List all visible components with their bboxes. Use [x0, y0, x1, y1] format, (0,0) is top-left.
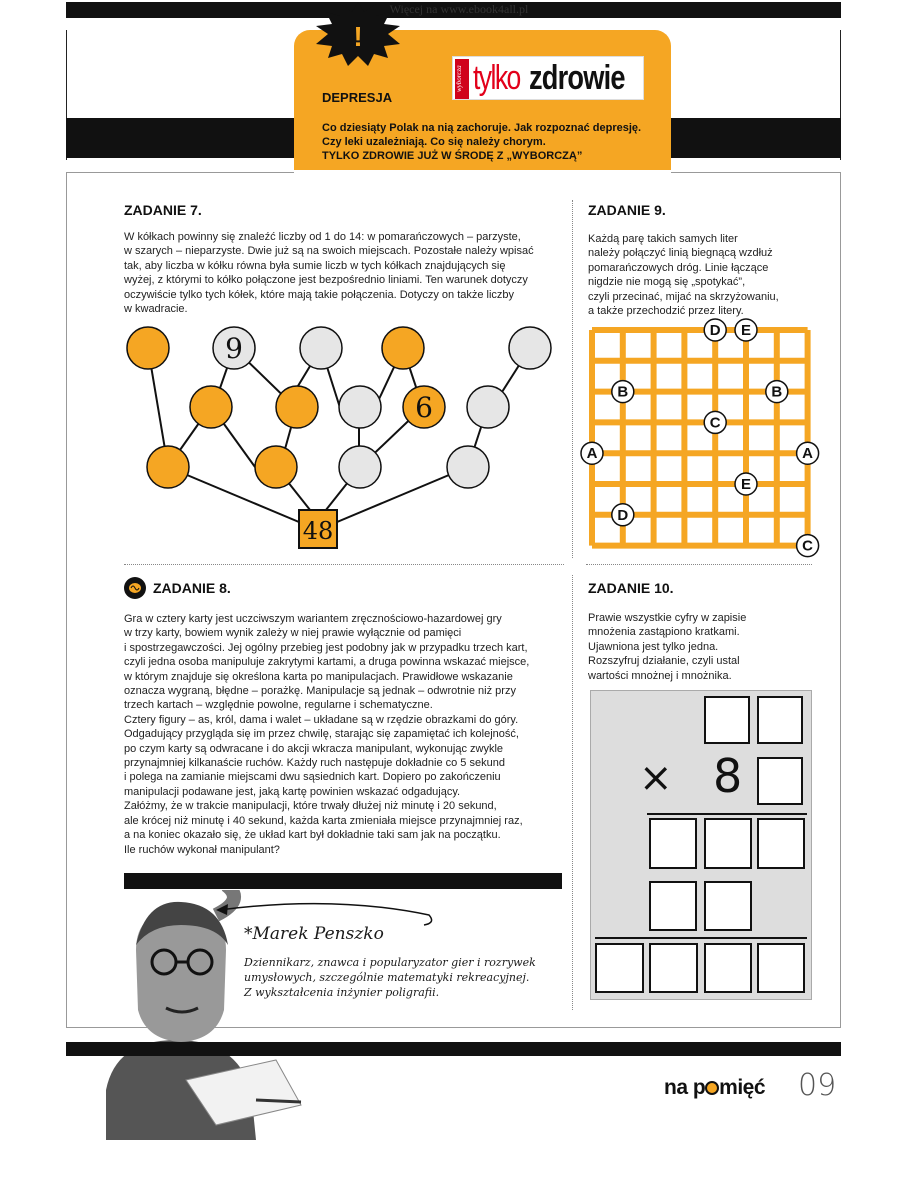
zadanie-9-text: [588, 232, 813, 318]
watermark-text: Więcej na www.ebook4all.pl: [389, 2, 529, 16]
text-line: Rozszyfruj działanie, czyli ustal: [588, 655, 740, 668]
digit-box: [757, 757, 803, 805]
text-line: Ile ruchów wykonał manipulant?: [124, 843, 280, 856]
digit-box: [704, 943, 752, 993]
zadanie-9-title: ZADANIE 9.: [588, 202, 666, 218]
zadanie-7-title: ZADANIE 7.: [124, 202, 202, 218]
node-even: [147, 446, 189, 488]
section-divider: [124, 564, 564, 565]
text-line: Załóżmy, że w trakcie manipulacji, które trwały dłużej niż minutę i 20 sekund,: [124, 800, 497, 813]
bio-line: Z wykształcenia inżynier poligrafii.: [244, 986, 440, 999]
letter-label: D: [617, 506, 629, 524]
column-divider: [572, 200, 573, 558]
frame-line: [671, 172, 841, 173]
logo-part-1: tylko: [473, 59, 520, 97]
text-line: oznacza wygraną, błędne – porażkę. Manipulacje są jednak – odwrotnie niż przy: [124, 685, 516, 698]
letter-label: C: [802, 537, 814, 555]
node-even: [276, 386, 318, 428]
node-odd: [467, 386, 509, 428]
multiplication-panel: [590, 690, 812, 1000]
node-even: [382, 327, 424, 369]
text-line: w trzy karty, bowiem wynik zależy w niej prawie wyłącznie od pamięci: [124, 627, 462, 640]
text-line: Gra w cztery karty jest uczciwszym wariantem zręcznościowo-hazardowej gry: [124, 613, 502, 625]
text-line: po czym karty są odwracane i do akcji wkracza manipulant, wykonując zwykle: [124, 742, 504, 755]
text-line: przynajmniej kilkanaście ruchów. Każdy ruch następuje dokładnie co 5 sekund: [124, 757, 505, 770]
grid-letter: [797, 535, 819, 557]
zadanie-8-text: [124, 612, 569, 857]
ad-line: Co dziesiąty Polak na nią zachoruje. Jak rozpoznać depresję.: [322, 122, 642, 134]
grid-letter: [797, 442, 819, 464]
brain-dot-icon: [705, 1081, 719, 1095]
tree-lines: [148, 348, 530, 530]
bottom-black-bar: [66, 1042, 841, 1056]
wyborcza-logo-strip: wyborcza: [455, 59, 469, 99]
text-line: w którym znajduje się określona karta po manipulacjach. Prawidłowe wskazanie: [124, 670, 513, 683]
square-value: 48: [302, 517, 334, 545]
grid-letters: [581, 319, 819, 557]
letter-label: B: [617, 383, 629, 401]
grid-letter: [704, 411, 726, 433]
text-line: trzech kartach – względnie powolne, regularne i schematyczne.: [124, 699, 433, 712]
node-even: [190, 386, 232, 428]
badge-mark: !: [353, 21, 363, 52]
digit-box: [757, 943, 805, 993]
text-line: tak, aby liczba w kółku równa była sumie liczb w tych kółkach znajdujących się: [124, 259, 506, 272]
brain-icon: [124, 577, 146, 599]
grid-letter: [735, 473, 757, 495]
text-line: W kółkach powinny się znaleźć liczby od 1 do 14: w pomarańczowych – parzyste,: [124, 231, 521, 243]
node-odd: [300, 327, 342, 369]
result-line: [647, 813, 807, 815]
frame-line: [66, 172, 294, 173]
digit-box: [649, 818, 697, 869]
exclamation-badge-icon: [308, 2, 408, 66]
brand-text: na p: [664, 1076, 706, 1099]
digit-box: [704, 881, 752, 931]
node-even: [127, 327, 169, 369]
sum-line: [595, 937, 807, 939]
text-line: czyli jedna osoba manipuluje zakrytymi kartami, a druga powinna wskazać miejsce,: [124, 656, 530, 669]
text-line: ale krócej niż minutę i 40 sekund, każda karta zmieniała miejsce przynajmniej raz,: [124, 814, 523, 827]
grid-letter: [581, 442, 603, 464]
author-pen: [256, 1100, 301, 1102]
text-line: i polega na zamianie miejscami dwu sąsiednich kart. Dopiero po zakończeniu: [124, 771, 501, 784]
letter-label: B: [771, 383, 783, 401]
text-line: czyli przecinać, mijać na skrzyżowaniu,: [588, 290, 779, 303]
ad-line: TYLKO ZDROWIE JUŻ W ŚRODĘ Z „WYBORCZĄ”: [322, 150, 583, 162]
digit-box: [757, 696, 803, 744]
zadanie-10-text: [588, 611, 813, 683]
column-divider: [572, 575, 573, 1010]
grid-letter: [612, 504, 634, 526]
author-name: *Marek Penszko: [244, 924, 384, 944]
zadanie-10-title: ZADANIE 10.: [588, 580, 674, 596]
node-even: [255, 446, 297, 488]
text-line: należy połączyć linią biegnącą wzdłuż: [588, 247, 773, 260]
letter-label: E: [740, 322, 752, 339]
logo-part-2: zdrowie: [529, 59, 625, 97]
signature-bar: [124, 873, 562, 889]
text-line: a także przechodzić przez litery.: [588, 305, 744, 318]
letter-label: E: [740, 476, 752, 493]
tylko-zdrowie-logo: [452, 56, 644, 100]
brand-text: mięć: [719, 1076, 766, 1099]
number-tree-puzzle: [110, 320, 570, 555]
text-line: a na koniec okazało się, że układ kart był dokładnie taki sam jak na początku.: [124, 829, 501, 842]
letter-label: C: [709, 414, 721, 432]
digit-box: [704, 696, 750, 744]
text-line: Odgadujący przygląda się im przez chwilę, starając się zapamiętać ich kolejność,: [124, 728, 519, 741]
digit-box: [649, 943, 698, 993]
node-odd: [339, 446, 381, 488]
digit-box: [595, 943, 644, 993]
revealed-digit: 8: [713, 749, 743, 803]
magazine-brand: [664, 1076, 765, 1100]
text-line: nigdzie nie mogą się „spotykać”,: [588, 276, 746, 289]
digit-box: [649, 881, 697, 931]
author-bio: [244, 955, 544, 1000]
letter-label: A: [802, 445, 814, 463]
text-line: w szarych – nieparzyste. Dwie już są na swoich miejscach. Pozostałe należy wpisać: [124, 245, 534, 258]
times-sign: ×: [639, 755, 673, 801]
grid-letter: [612, 381, 634, 403]
ad-title: DEPRESJA: [322, 90, 393, 105]
text-line: Ujawniona jest tylko jedna.: [588, 640, 719, 653]
digit-box: [757, 818, 805, 869]
given-six: 6: [415, 391, 433, 424]
digit-box: [704, 818, 752, 869]
section-divider: [586, 564, 812, 565]
text-line: manipulacji podawane jest, jaką kartę powinien wskazać odgadujący.: [124, 785, 461, 798]
grid-letter: [704, 319, 726, 341]
text-line: wartości mnożnej i mnożnika.: [588, 669, 732, 682]
page-number: 09: [798, 1068, 837, 1103]
letter-path-grid: [576, 316, 826, 561]
grid-letter: [735, 319, 757, 341]
text-line: pomarańczowych dróg. Linie łączące: [588, 261, 769, 274]
given-nine: 9: [225, 332, 243, 365]
zadanie-7-text: [124, 230, 564, 316]
tree-nodes: [127, 327, 551, 548]
letter-label: D: [709, 322, 721, 339]
text-line: Prawie wszystkie cyfry w zapisie: [588, 612, 747, 624]
bio-line: Dziennikarz, znawca i popularyzator gier i rozrywek: [244, 956, 536, 969]
grid-letter: [766, 381, 788, 403]
text-line: Każdą parę takich samych liter: [588, 233, 738, 245]
zadanie-8-title: ZADANIE 8.: [153, 580, 231, 596]
text-line: oczywiście tylko tych kółek, które mają takie połączenia. Dotyczy on także liczby: [124, 288, 515, 301]
text-line: i spostrzegawczości. Jej ogólny przebieg jest podobny jak w przypadku trzech kart,: [124, 641, 528, 654]
text-line: Cztery figury – as, król, dama i walet – układane są w rzędzie obrazkami do góry.: [124, 713, 519, 726]
text-line: w kwadracie.: [124, 303, 188, 316]
text-line: mnożenia zastąpiono kratkami.: [588, 626, 740, 639]
ad-line: Czy leki uzależniają. Co się należy chorym.: [322, 136, 546, 148]
bio-line: umysłowych, szczególnie matematyki rekreacyjnej.: [244, 971, 530, 984]
letter-label: A: [586, 445, 598, 463]
ad-body: [322, 121, 667, 163]
node-odd: [447, 446, 489, 488]
node-odd: [509, 327, 551, 369]
node-odd: [339, 386, 381, 428]
text-line: wyżej, z którymi to kółko połączone jest bezpośrednio liniami. Ten warunek dotyczy: [124, 274, 528, 287]
